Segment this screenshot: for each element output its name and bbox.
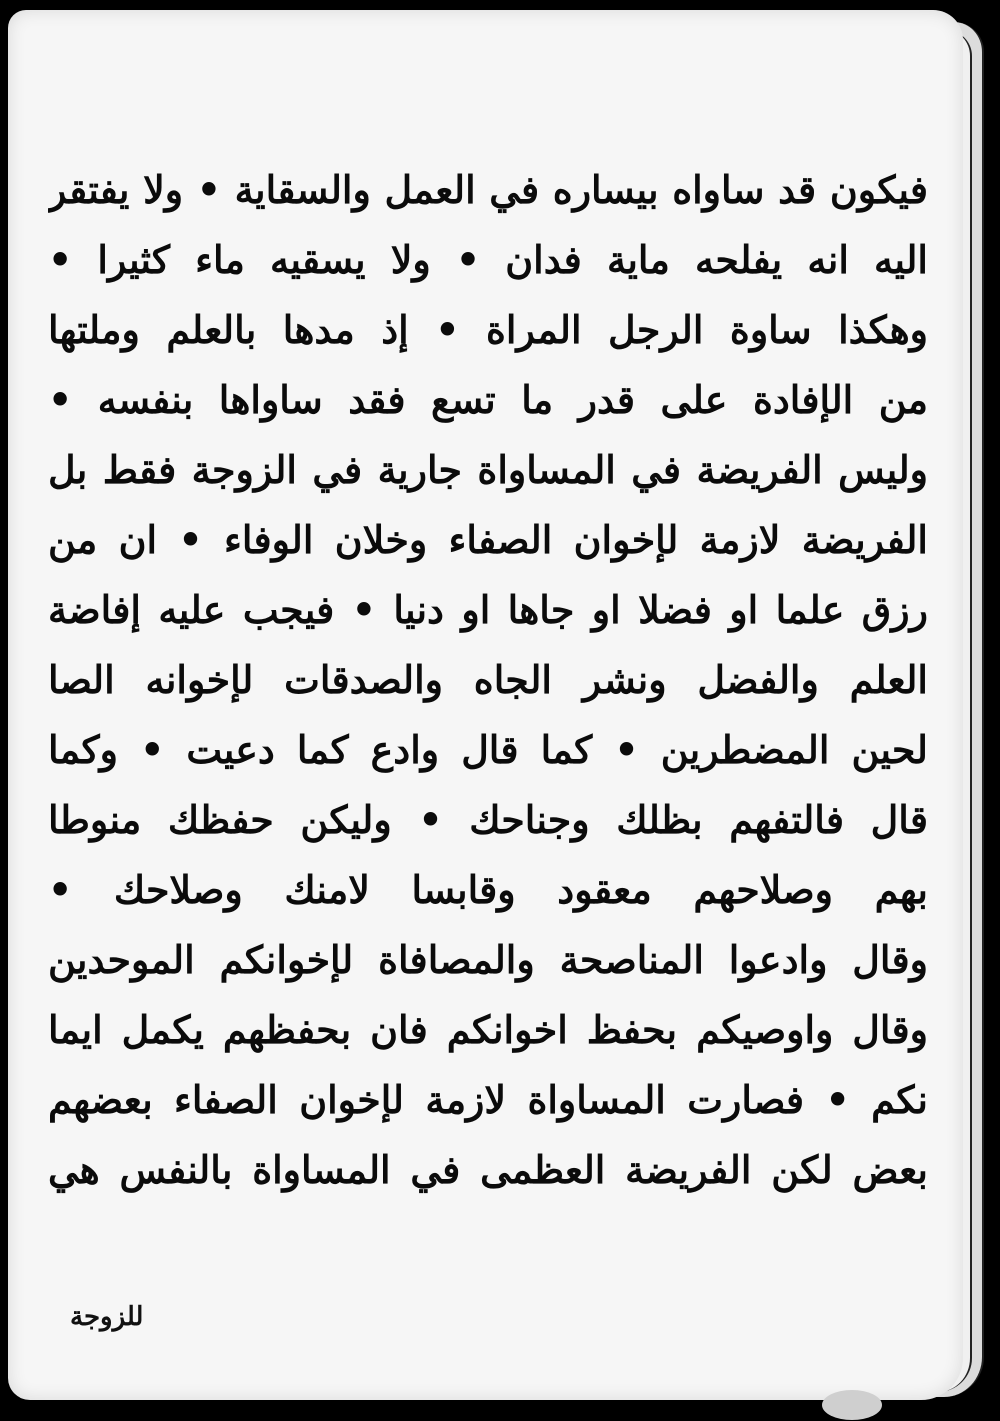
text-line-13: وقال واوصيكم بحفظ اخوانكم فان بحفظهم يكمل ايما — [48, 1007, 928, 1052]
text-line-8: العلم والفضل ونشر الجاه والصدقات لإخوانه الصا — [48, 657, 928, 702]
text-line-7: رزق علما او فضلا او جاها او دنيا • فيجب عليه إفاضة — [48, 587, 928, 632]
manuscript-page — [8, 10, 963, 1400]
text-line-11: بهم وصلاحهم معقود وقابسا لامنك وصلاحك • — [48, 867, 928, 912]
text-block — [48, 158, 928, 1208]
text-line-2: اليه انه يفلحه ماية فدان • ولا يسقيه ماء كثيرا • — [48, 237, 928, 282]
text-line-12: وقال وادعوا المناصحة والمصافاة لإخوانكم الموحدين — [48, 937, 928, 982]
text-line-1: فيكون قد ساواه بيساره في العمل والسقاية • ولا يفتقر — [48, 167, 928, 212]
text-line-6: الفريضة لازمة لإخوان الصفاء وخلان الوفاء • ان من — [48, 517, 928, 562]
text-line-9: لحين المضطرين • كما قال وادع كما دعيت • وكما — [48, 727, 928, 772]
text-line-3: وهكذا ساوة الرجل المراة • إذ مدها بالعلم وملتها — [48, 307, 928, 352]
text-line-15: بعض لكن الفريضة العظمى في المساواة بالنفس هي — [48, 1147, 928, 1192]
text-line-14: نكم • فصارت المساواة لازمة لإخوان الصفاء بعضهم — [48, 1077, 928, 1122]
text-line-4: من الإفادة على قدر ما تسع فقد ساواها بنفسه • — [48, 377, 928, 422]
catchword: للزوجة — [70, 1302, 144, 1332]
thumb-smudge — [822, 1390, 882, 1420]
text-line-10: قال فالتفهم بظلك وجناحك • وليكن حفظك منوطا — [48, 797, 928, 842]
text-line-5: وليس الفريضة في المساواة جارية في الزوجة فقط بل — [48, 447, 928, 492]
